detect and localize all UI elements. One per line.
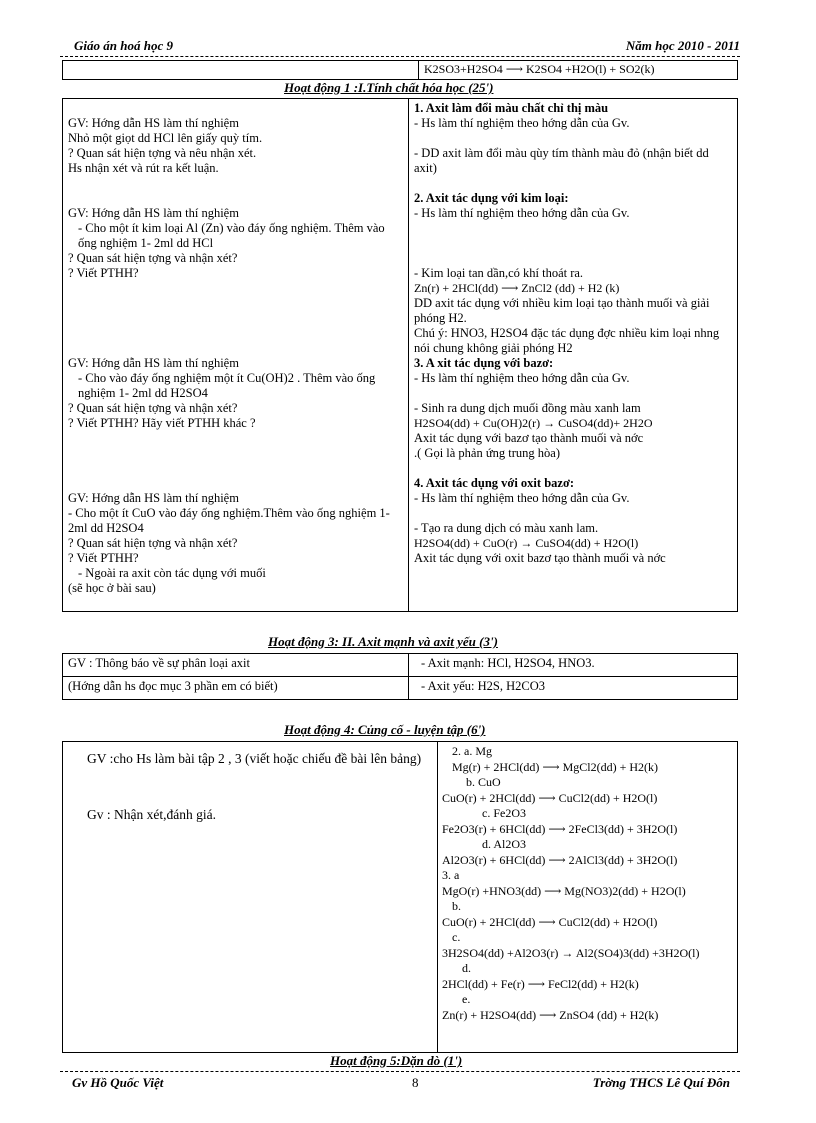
hd1-right-line: - Hs làm thí nghiệm theo hớng dẫn của Gv. (414, 371, 630, 385)
hd4-right-line: b. (452, 899, 461, 913)
hd4-right-line: e. (462, 992, 471, 1006)
hd1-right-line: H2SO4(dd) + Cu(OH)2(r) → CuSO4(dd)+ 2H2O (414, 416, 653, 430)
hd4-right-line: 2. a. Mg (452, 744, 492, 758)
hd4-right-line: MgO(r) +HNO3(dd) ⟶ Mg(NO3)2(dd) + H2O(l) (442, 883, 686, 898)
hd1-right-line: .( Gọi là phản ứng trung hòa) (414, 446, 560, 460)
hd3-table (62, 653, 738, 700)
hd1-table (62, 98, 738, 612)
hd1-left-line: ? Viết PTHH? Hãy viết PTHH khác ? (68, 416, 256, 430)
top-continuation-table (62, 60, 738, 80)
hd1-right-cell (409, 99, 738, 612)
hd1-left-line: ? Quan sát hiện tợng và nhận xét? (68, 251, 238, 265)
hd1-right-line: DD axit tác dụng với nhiều kim loại tạo thành muối và giải phóng H2. (414, 296, 710, 325)
hd4-right-line: 3H2SO4(dd) +Al2O3(r) → Al2(SO4)3(dd) +3H2O(l) (442, 945, 700, 960)
hd1-right-line: - Sinh ra dung dịch muối đồng màu xanh lam (414, 401, 641, 415)
hd1-right-line: - Hs làm thí nghiệm theo hớng dẫn của Gv. (414, 206, 630, 220)
hd3-left-2: (Hớng dẫn hs đọc mục 3 phần em có biết) (63, 677, 409, 700)
hd1-left-cell (63, 99, 409, 612)
hd1-left-line: GV: Hớng dẫn HS làm thí nghiệm (68, 206, 239, 220)
hd1-left-line: - Cho vào đáy ống nghiệm một ít Cu(OH)2 . Thêm vào ống nghiệm 1- 2ml dd H2SO4 (68, 371, 403, 401)
hd4-right-line: Zn(r) + H2SO4(dd) ⟶ ZnSO4 (dd) + H2(k) (442, 1007, 659, 1022)
hd1-left-line: - Ngoài ra axit còn tác dụng với muối (68, 566, 403, 581)
hd3-right-1: - Axit mạnh: HCl, H2SO4, HNO3. (409, 654, 738, 677)
hd3-right-2: - Axit yếu: H2S, H2CO3 (409, 677, 738, 700)
hd1-left-line: ? Quan sát hiện tợng và nhận xét? (68, 536, 238, 550)
page-number: 8 (412, 1075, 419, 1090)
hd1-right-line: 1. Axit làm đổi màu chất chỉ thị màu (414, 101, 609, 115)
hd1-right-line: - Hs làm thí nghiệm theo hớng dẫn của Gv. (414, 491, 630, 505)
hd1-right-line: Axit tác dụng với oxit bazơ tạo thành muối và nớc (414, 551, 666, 565)
hd1-right-line: Zn(r) + 2HCl(dd) ⟶ ZnCl2 (dd) + H2 (k) (414, 281, 620, 295)
hd4-left-line: Gv : Nhận xét,đánh giá. (87, 807, 216, 822)
hd4-right-line: c. Fe2O3 (482, 806, 526, 820)
hd1-left-line: Nhỏ một giọt dd HCl lên giấy quỳ tím. (68, 131, 263, 145)
hd1-right-line: 3. A xit tác dụng với bazơ: (414, 356, 554, 370)
hd1-left-line: ? Quan sát hiện tợng và nhận xét? (68, 401, 238, 415)
hd1-title: Hoạt động 1 :I.Tính chất hóa học (25') (284, 80, 494, 95)
hd4-right-cell (438, 742, 738, 1053)
hd1-left-line: - Cho một ít CuO vào đáy ống nghiệm.Thêm vào ống nghiệm 1- 2ml dd H2SO4 (68, 506, 390, 535)
hd1-left-line: - Cho một ít kim loại Al (Zn) vào đáy ống nghiệm. Thêm vào ống nghiệm 1- 2ml dd HCl (68, 221, 403, 251)
hd4-right-line: CuO(r) + 2HCl(dd) ⟶ CuCl2(dd) + H2O(l) (442, 790, 658, 805)
hd4-left-line: GV :cho Hs làm bài tập 2 , 3 (viết hoặc chiếu đề bài lên bảng) (87, 751, 422, 766)
hd4-right-line: d. (462, 961, 471, 975)
hd3-left-1: GV : Thông báo về sự phân loại axit (63, 654, 409, 677)
hd1-right-line: - DD axit làm đổi màu qùy tím thành màu đỏ (nhận biết dd axit) (414, 146, 709, 175)
hd4-right-line: Mg(r) + 2HCl(dd) ⟶ MgCl2(dd) + H2(k) (452, 759, 659, 774)
hd1-right-line: 2. Axit tác dụng với kim loại: (414, 191, 569, 205)
hd4-title: Hoạt động 4: Củng cố - luyện tập (6') (284, 722, 486, 737)
hd4-right-line: d. Al2O3 (482, 837, 527, 851)
hd3-title: Hoạt động 3: II. Axit mạnh và axit yếu (3') (268, 634, 498, 649)
hd1-left-line: GV: Hớng dẫn HS làm thí nghiệm (68, 356, 239, 370)
hd1-left-line: ? Viết PTHH? (68, 551, 139, 565)
hd5-title: Hoạt động 5:Dặn dò (1') (330, 1053, 463, 1068)
hd1-right-line: Axit tác dụng với bazơ tạo thành muối và nớc (414, 431, 644, 445)
hd4-right-line: CuO(r) + 2HCl(dd) ⟶ CuCl2(dd) + H2O(l) (442, 914, 658, 929)
hd4-right-line: Fe2O3(r) + 6HCl(dd) ⟶ 2FeCl3(dd) + 3H2O(l) (442, 821, 678, 836)
footer-right: Trờng THCS Lê Quí Đôn (592, 1075, 730, 1090)
hd1-left-line: ? Viết PTHH? (68, 266, 139, 280)
hd1-left-line: GV: Hớng dẫn HS làm thí nghiệm (68, 491, 239, 505)
hd1-right-line: 4. Axit tác dụng với oxit bazơ: (414, 476, 575, 490)
hd4-right-line: b. CuO (466, 775, 501, 789)
hd4-right-line: 3. a (442, 868, 460, 882)
hd1-left-line: (sẽ học ở bài sau) (68, 581, 156, 595)
hd4-right-line: Al2O3(r) + 6HCl(dd) ⟶ 2AlCl3(dd) + 3H2O(l) (442, 852, 678, 867)
page-footer (60, 1071, 740, 1092)
hd1-right-line: - Hs làm thí nghiệm theo hớng dẫn của Gv. (414, 116, 630, 130)
hd1-right-line: Chú ý: HNO3, H2SO4 đặc tác dụng đợc nhiều kim loại nhng nói chung không giải phóng H2 (414, 326, 720, 355)
footer-left: Gv Hồ Quốc Việt (72, 1075, 164, 1090)
hd1-left-line: ? Quan sát hiện tợng và nêu nhận xét. (68, 146, 257, 160)
hd1-right-line: H2SO4(dd) + CuO(r) → CuSO4(dd) + H2O(l) (414, 536, 639, 550)
hd1-left-line: GV: Hớng dẫn HS làm thí nghiệm (68, 116, 239, 130)
hd1-right-line: - Tạo ra dung dịch có màu xanh lam. (414, 521, 599, 535)
hd1-right-line: - Kim loại tan dần,có khí thoát ra. (414, 266, 584, 280)
hd4-right-line: c. (452, 930, 461, 944)
top-equation: K2SO3+H2SO4 ⟶ K2SO4 +H2O(l) + SO2(k) (419, 61, 738, 80)
hd4-left-cell (63, 742, 438, 1053)
hd1-left-line: Hs nhận xét và rút ra kết luận. (68, 161, 219, 175)
hd4-right-line: 2HCl(dd) + Fe(r) ⟶ FeCl2(dd) + H2(k) (442, 976, 639, 991)
header-right: Năm học 2010 - 2011 (625, 38, 740, 53)
page-header (60, 38, 740, 57)
header-left: Giáo án hoá học 9 (74, 38, 173, 53)
hd4-table (62, 741, 738, 1053)
